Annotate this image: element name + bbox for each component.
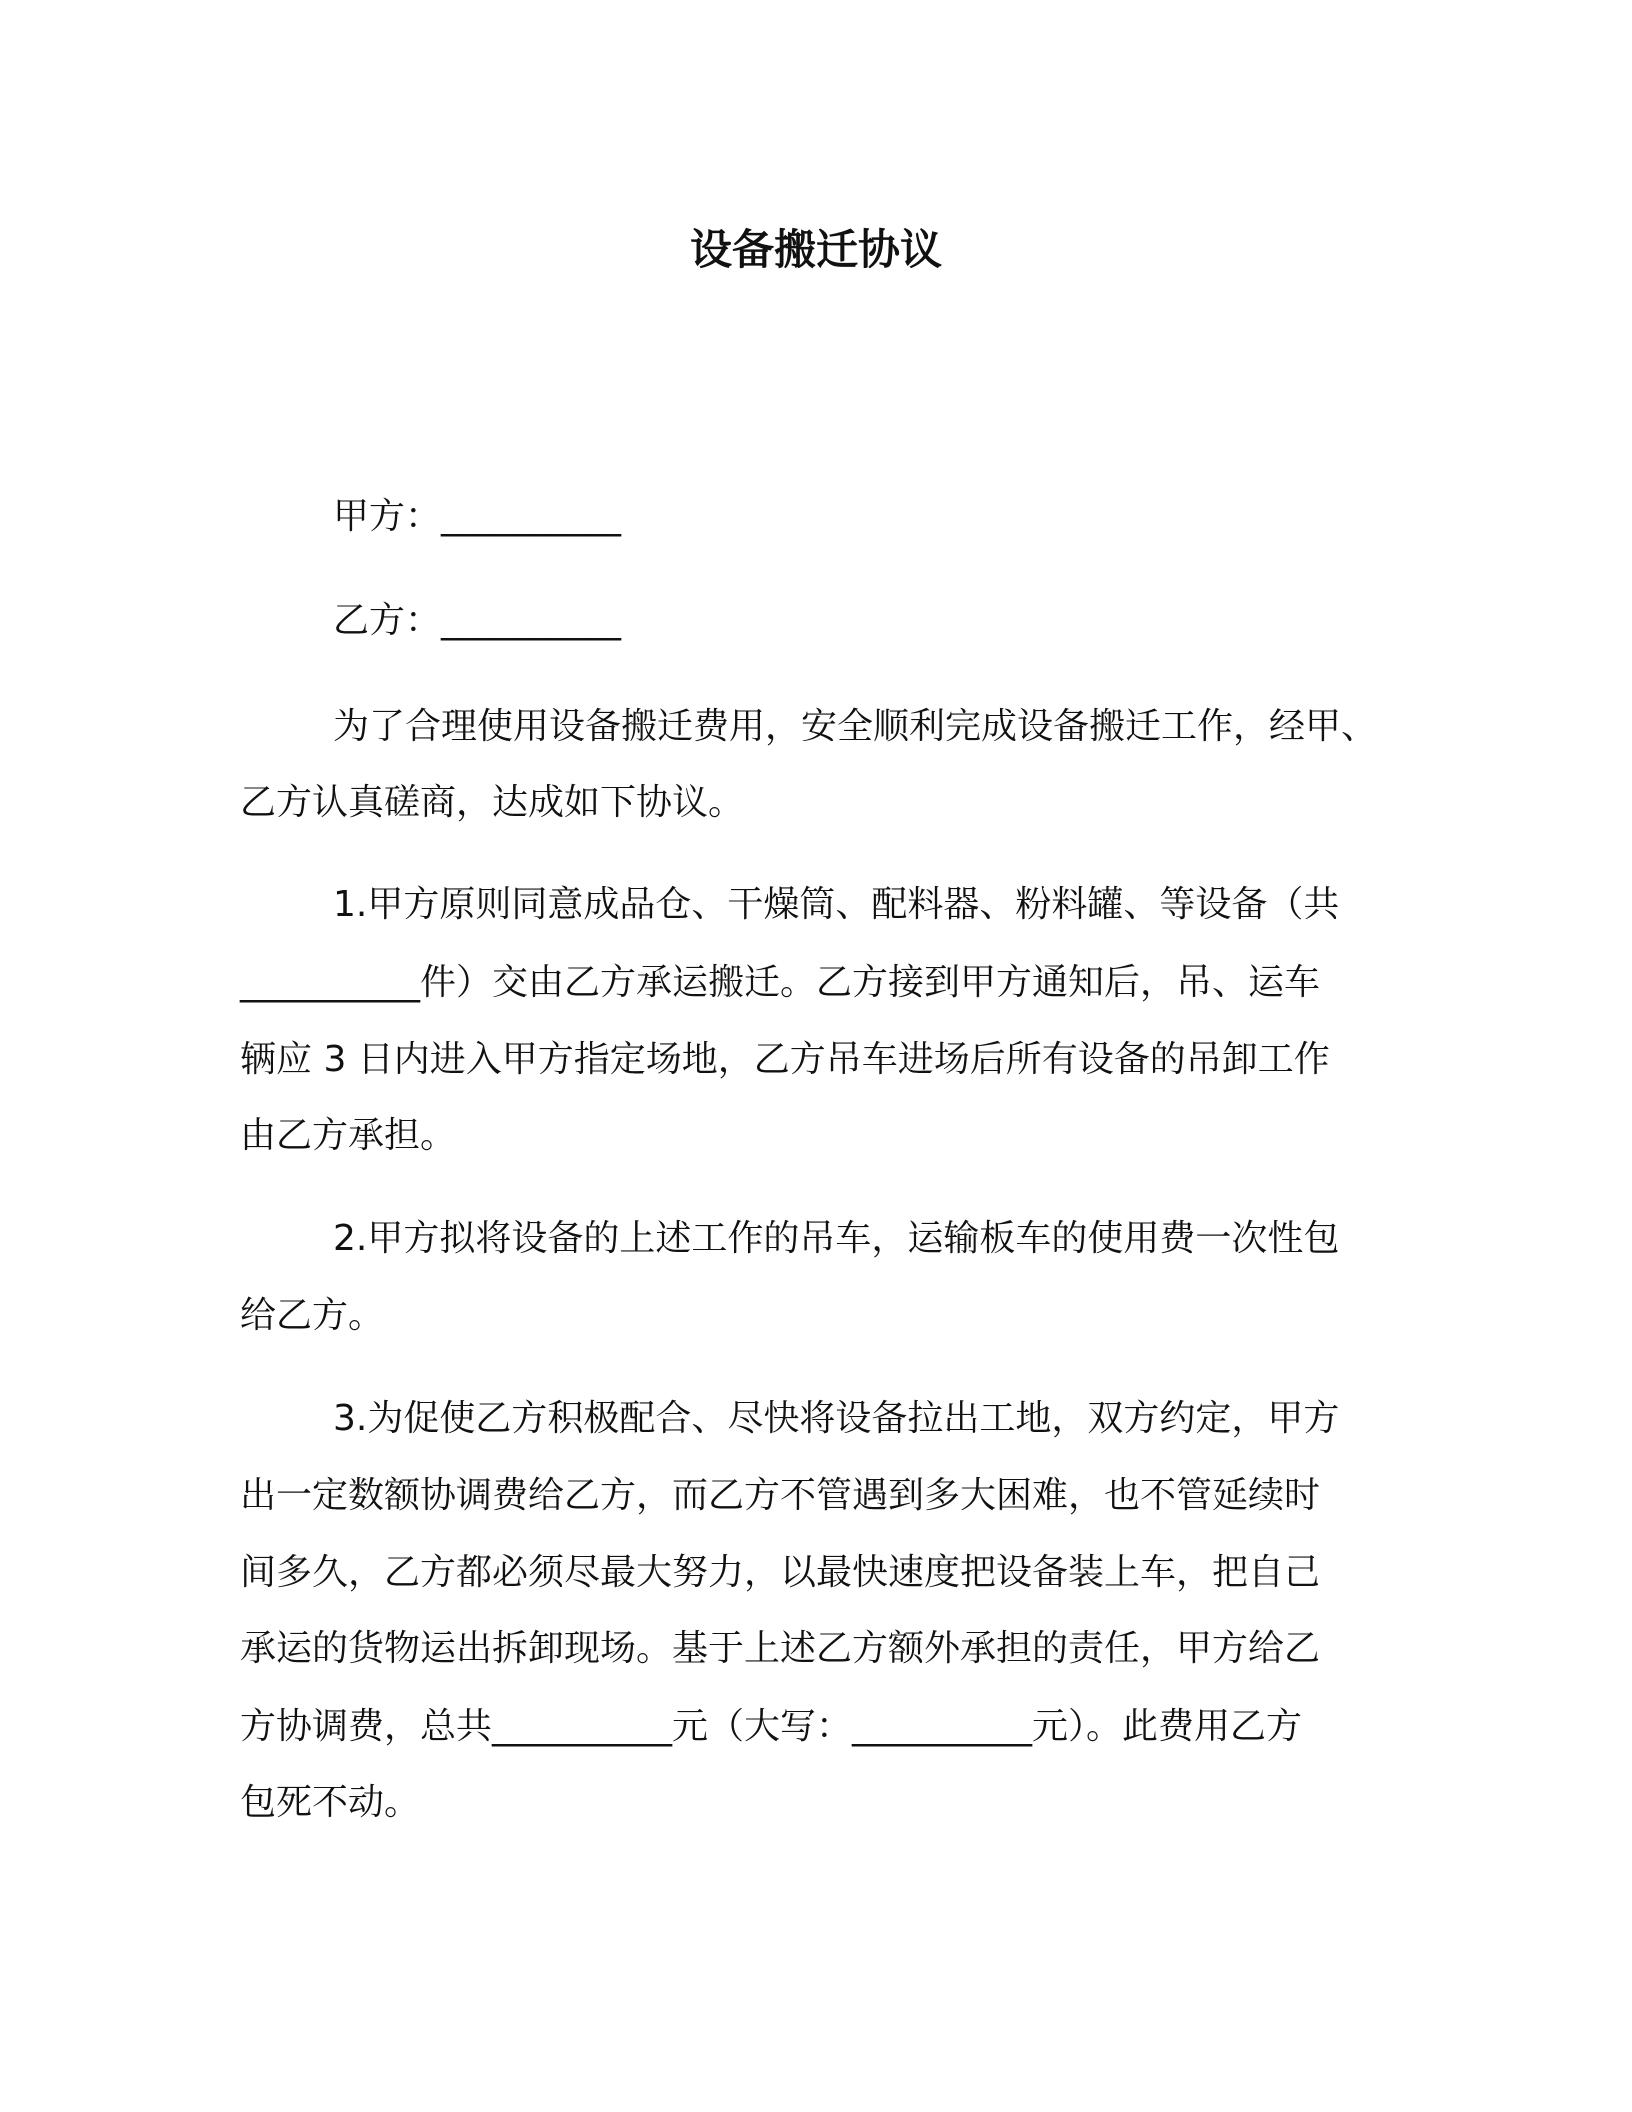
text-line: 出一定数额协调费给乙方，而乙方不管遇到多大困难，也不管延续时 [240,1475,1321,1516]
text-line: 承运的货物运出拆卸现场。基于上述乙方额外承担的责任，甲方给乙 [240,1628,1321,1669]
text-line: __________件）交由乙方承运搬迁。乙方接到甲方通知后，吊、运车 [240,962,1321,1003]
text-line: 方协调费，总共__________元（大写：__________元）。此费用乙方 [240,1706,1303,1747]
party-a-line: 甲方：__________ [333,496,622,537]
text-line: 间多久，乙方都必须尽最大努力，以最快速度把设备装上车，把自己 [240,1552,1321,1593]
text-line: 2.甲方拟将设备的上述工作的吊车，运输板车的使用费一次性包 [333,1218,1340,1259]
text-line: 乙方认真磋商，达成如下协议。 [240,782,745,823]
text-line: 3.为促使乙方积极配合、尽快将设备拉出工地，双方约定，甲方 [333,1398,1340,1439]
party-b-line: 乙方：__________ [333,600,622,641]
text-line: 包死不动。 [240,1782,421,1823]
document-title: 设备搬迁协议 [689,225,942,274]
text-line: 为了合理使用设备搬迁费用，安全顺利完成设备搬迁工作，经甲、 [333,706,1378,747]
text-line: 1.甲方原则同意成品仓、干燥筒、配料器、粉料罐、等设备（共 [333,884,1340,925]
text-line: 辆应 3 日内进入甲方指定场地，乙方吊车进场后所有设备的吊卸工作 [240,1039,1330,1080]
text-line: 由乙方承担。 [240,1115,457,1156]
text-line: 给乙方。 [240,1295,385,1336]
